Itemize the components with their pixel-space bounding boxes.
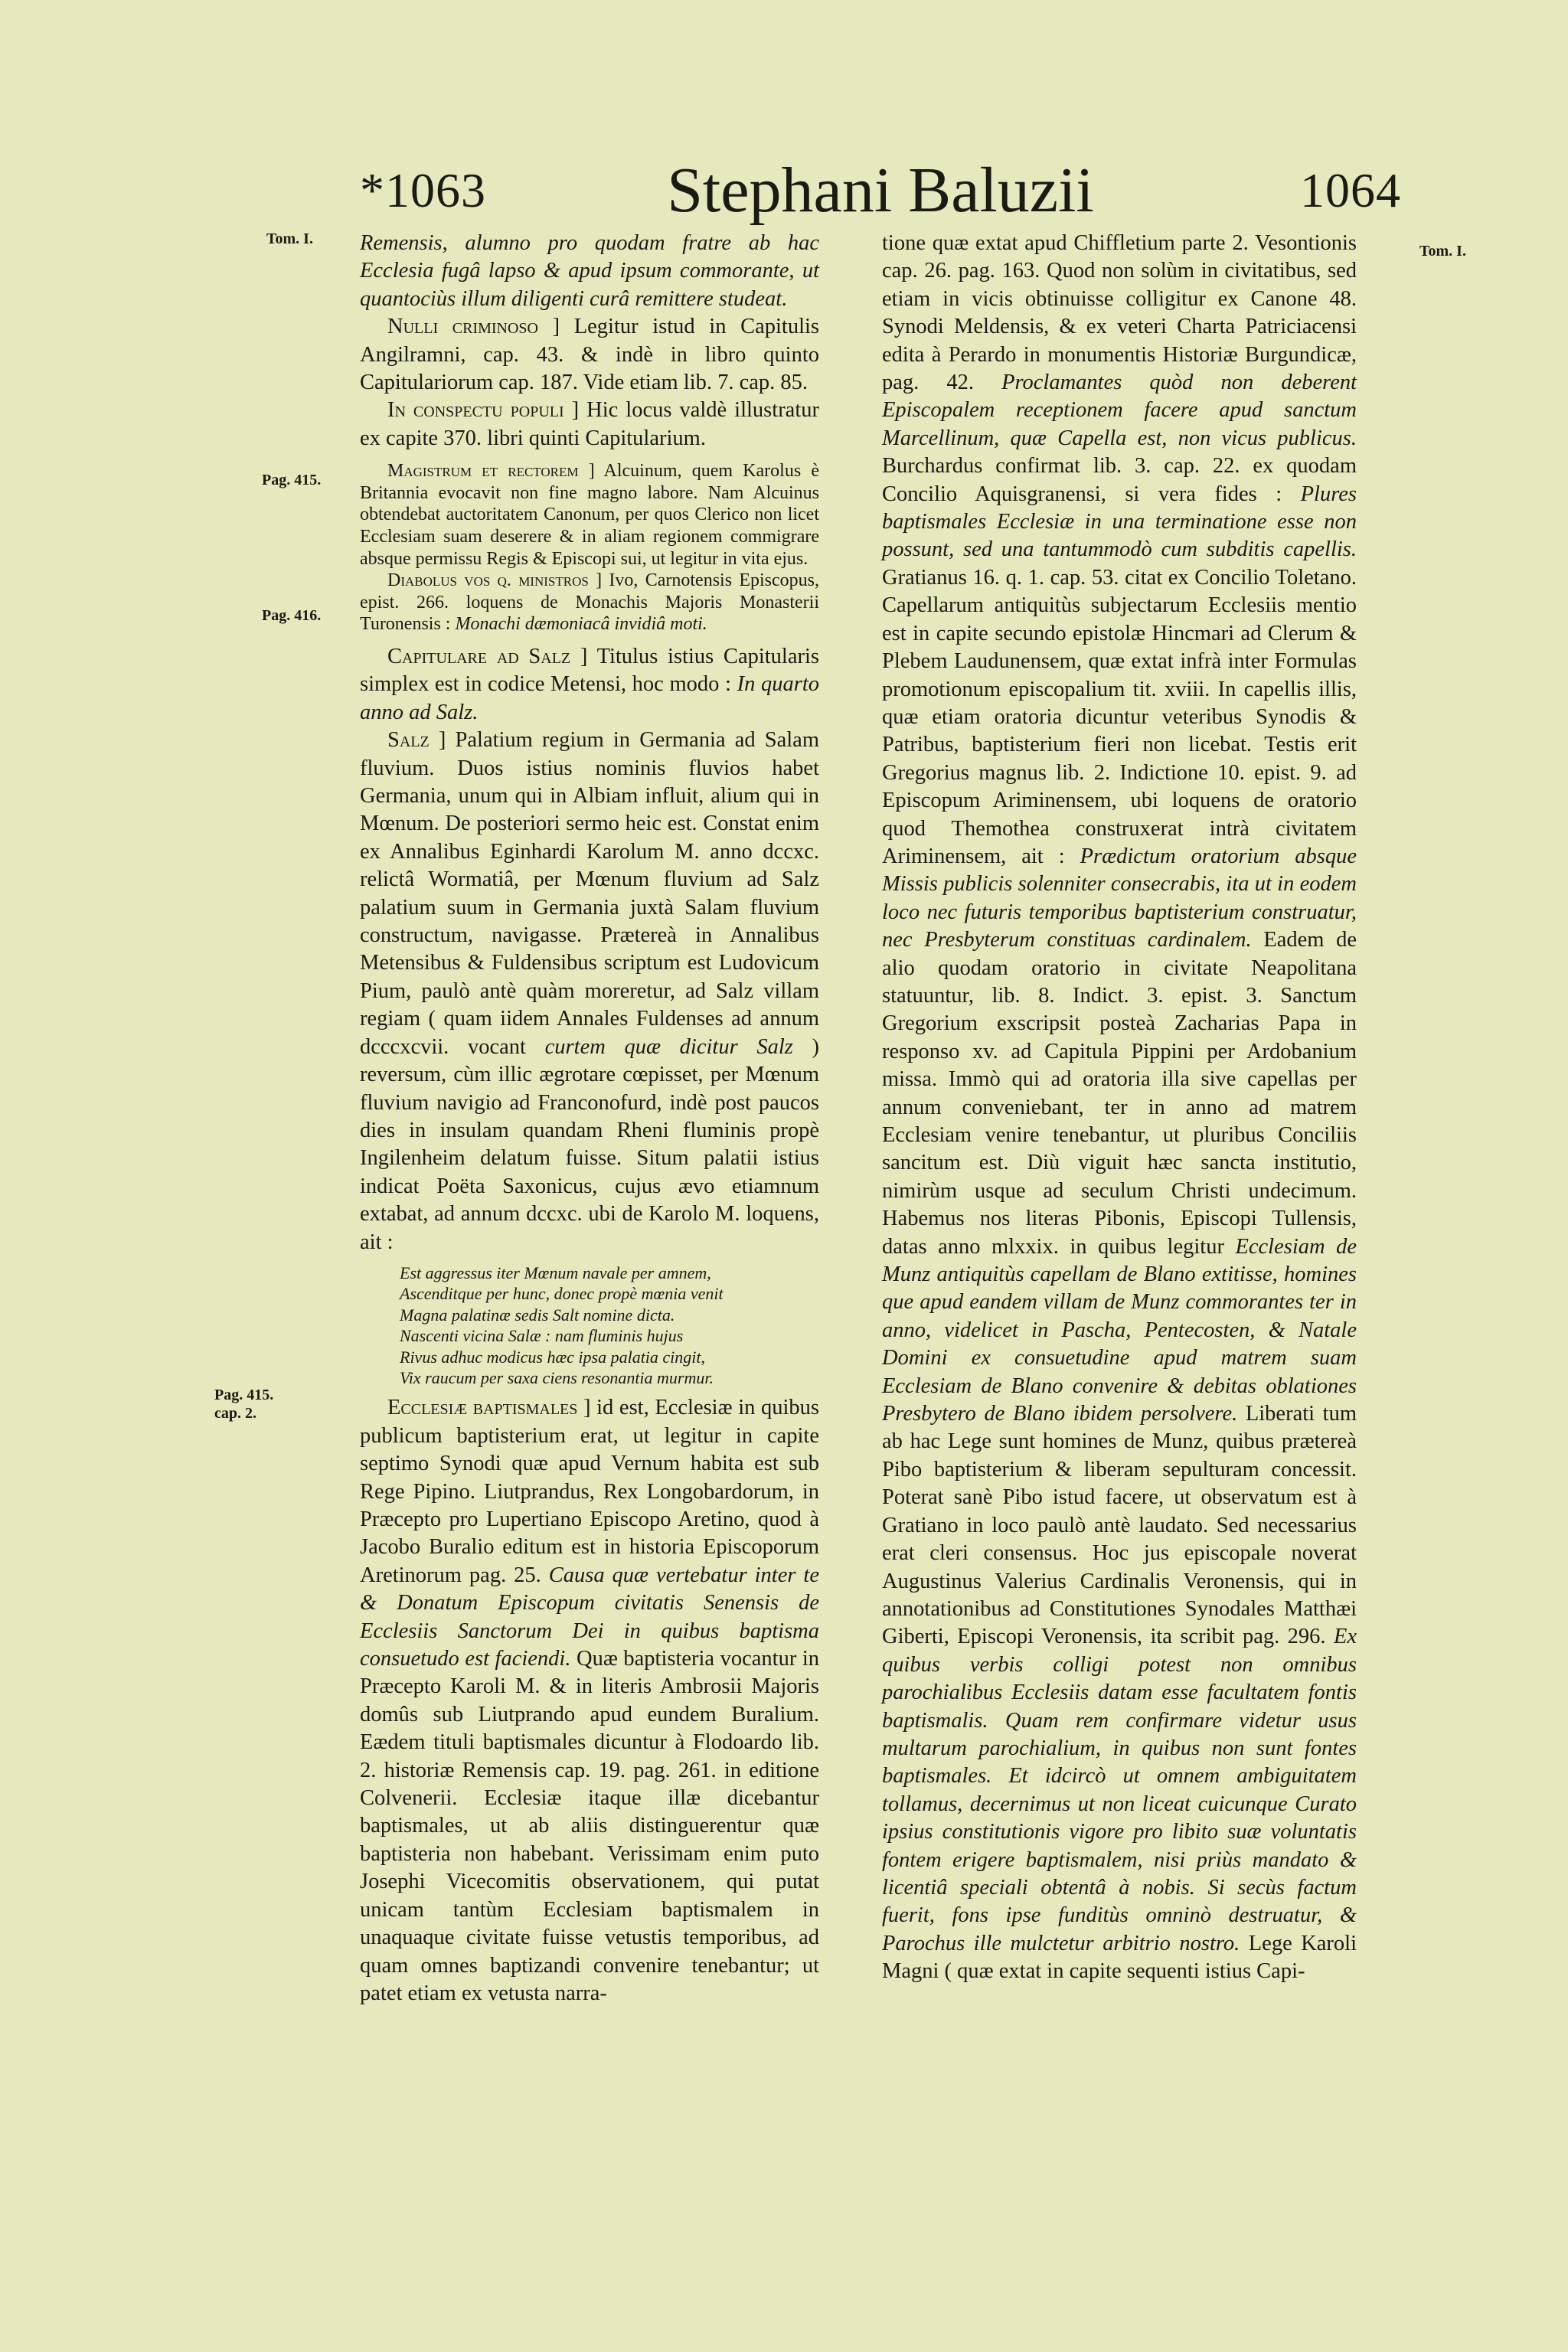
- paragraph: [360, 460, 819, 570]
- lemma: Capitulare ad Salz: [387, 645, 571, 668]
- poem-quotation: [400, 1263, 819, 1388]
- margin-note-pag-415: Pag. 415.: [262, 472, 322, 488]
- quotation: Plures baptismales Ecclesiæ in una terminatione esse non possunt, sed una tantummodò cum subditis capellis.: [882, 482, 1357, 562]
- quotation: Ecclesiam de Munz antiquitùs capellam de Blano extitisse, homines que apud eandem villam de Munz commorantes ter in anno, videlicet in Pascha, Pentecosten, & Natale Domini ex consuetudine apud matrem suam Ecclesiam de Blano convenire & debitas oblationes Presbytero de Blano ibidem persolvere.: [882, 1234, 1357, 1426]
- lemma: In conspectu populi: [387, 398, 564, 423]
- margin-note-pag: Pag. 415.: [214, 1387, 274, 1403]
- paragraph: [360, 313, 819, 397]
- margin-note-cap: cap. 2.: [214, 1405, 256, 1422]
- lemma: Ecclesiæ baptismales: [387, 1396, 578, 1420]
- note-text: ] Titulus istius Capitularis simplex est in codice Metensi, hoc modo :: [360, 645, 819, 697]
- poem-line: Vix raucum per saxa ciens resonantia murmur.: [400, 1367, 714, 1387]
- margin-note-pag-415-cap-2: [214, 1386, 273, 1423]
- note-text: ] Ivo, Carnotensis Episcopus, epist. 266. loquens de Monachis Majoris Monasterii Turonensis :: [360, 570, 820, 635]
- running-header: [360, 153, 1401, 237]
- note-text: ] Legitur istud in Capitulis Angilramni, cap. 43. & indè in libro quinto Capitulariorum cap. 187. Vide etiam lib. 7. cap. 85.: [360, 315, 819, 395]
- poem-line: Magna palatinæ sedis Salt nomine dicta.: [400, 1305, 675, 1325]
- margin-note-pag-416: Pag. 416.: [262, 607, 322, 624]
- poem-line: Rivus adhuc modicus hæc ipsa palatia cingit,: [400, 1347, 706, 1367]
- quotation: Proclamantes quòd non deberent Episcopalem receptionem facere apud sanctum Marcellinum, quæ Capella est, non vicus publicus.: [882, 371, 1357, 450]
- note-text: ) reversum, cùm illic ægrotare cœpisset, per Mœnum fluvium navigio ad Franconofurd, indè post paucos dies in insulam quandam Rheni fluminis propè Ingilenheim delatum fuisse. Situm palatii istius indicat Poëta Saxonicus, cujus ævo etiamnum extabat, ad annum dccxc. ubi de Karolo M. loquens, ait :: [360, 1034, 820, 1254]
- left-column: [360, 230, 819, 2007]
- page-number-left: *1063: [360, 163, 486, 217]
- paragraph: [360, 1394, 819, 2007]
- quotation: Causa quæ vertebatur inter te & Donatum Episcopum civitatis Senensis de Ecclesiis Sanctorum Dei in quibus baptisma consuetudo est faciendi.: [360, 1563, 819, 1671]
- quotation: Prædictum oratorium absque Missis publicis solenniter consecrabis, ita ut in eodem loco nec futuris temporibus baptisterium construatur, nec Presbyterum constituas cardinalem.: [882, 844, 1357, 952]
- running-title: Stephani Baluzii: [667, 155, 1094, 226]
- paragraph: [360, 397, 819, 452]
- page-number-right: 1064: [1300, 163, 1401, 217]
- note-text: Gratianus 16. q. 1. cap. 53. citat ex Concilio Toletano. Capellarum antiquitùs subjectarum Ecclesiis mentio est in capite secundo epistolæ Hincmari ad Clerum & Plebem Laudunensem, quæ extat infrà inter Formulas promotionum episcopalium tit. xviii. In capellis illis, quæ etiam oratoria dicuntur veteribus Synodis & Patribus, baptisterium fieri non licebat. Testis erit Gregorius magnus lib. 2. Indictione 10. epist. 9. ad Episcopum Ariminensem, ubi loquens de oratorio quod Themothea construxerat intrà civitatem Ariminensem, ait :: [882, 565, 1357, 868]
- quotation: Monachi dæmoniacâ invidiâ moti.: [455, 614, 707, 635]
- paragraph: [882, 230, 1357, 1986]
- poem-line: Est aggressus iter Mœnum navale per amnem,: [400, 1263, 711, 1282]
- poem-line: Ascenditque per hunc, donec propè mœnia venit: [400, 1284, 724, 1304]
- lemma: Magistrum et rectorem: [387, 461, 579, 482]
- note-text: Liberati tum ab hac Lege sunt homines de Munz, quibus prætereà Pibo baptisterium & liberam sepulturam concessit. Poterat sanè Pibo istud facere, ut observatum est à Gratiano in loco paulò antè laudato. Sed necessarius erat cleri consensus. Hoc jus episcopale noverat Augustinus Valerius Cardinalis Veronensis, qui in annotationibus ad Constitutiones Synodales Matthæi Giberti, Episcopi Veronensis, ita scribit pag. 296.: [882, 1402, 1357, 1649]
- note-text: Burchardus confirmat lib. 3. cap. 22. ex quodam Concilio Aquisgranensi, si vera fides :: [882, 454, 1357, 506]
- poem-line: Nascenti vicina Salæ : nam fluminis hujus: [400, 1326, 684, 1346]
- margin-note-tom-right: Tom. I.: [1419, 243, 1466, 260]
- lemma: Diabolus vos q. ministros: [387, 570, 589, 591]
- paragraph: [360, 570, 819, 635]
- note-text: ] Alcuinum, quem Karolus è Britannia evocavit non fine magno labore. Nam Alcuinus obtendebat auctoritatem Canonum, per quos Clerico non licet Ecclesiam suam deserere & in aliam regionem commigrare absque permissu Regis & Episcopi sui, ut legitur in vita ejus.: [360, 461, 819, 569]
- note-text: ] id est, Ecclesiæ in quibus publicum baptisterium erat, ut legitur in capite septimo Synodi quæ apud Vernum habita est sub Rege Pipino. Liutprandus, Rex Longobardorum, in Præcepto pro Lupertiano Episcopo Aretino, quod à Jacobo Buralio editum est in historia Episcoporum Aretinorum pag. 25.: [360, 1396, 820, 1587]
- quotation: curtem quæ dicitur Salz: [544, 1034, 793, 1059]
- margin-note-tom-left: Tom. I.: [266, 230, 313, 247]
- note-text: ] Hic locus valdè illustratur ex capite 370. libri quinti Capitularium.: [360, 398, 819, 450]
- quotation: Ex quibus verbis colligi potest non omnibus parochialibus Ecclesiis datam esse facultatem fontis baptismalis. Quam rem confirmare videtur usus multarum parochialium, in quibus non sunt fontes baptismales. Et idcircò ut omnem ambiguitatem tollamus, decernimus ut non liceat cuicunque Curato ipsius constitutionis vigore pro libito suæ voluntatis fontem erigere baptismalem, nisi priùs mandato & licentiâ speciali obtentâ à nobis. Si secùs factum fuerit, fons ipse funditùs omninò destruatur, & Parochus ille mulctetur arbitrio nostro.: [882, 1625, 1357, 1955]
- lemma: Nulli criminoso: [387, 315, 538, 339]
- paragraph: Remensis, alumno pro quodam fratre ab hac Ecclesia fugâ lapso & apud ipsum commorante, ut quantociùs illum diligenti curâ remittere studeat.: [360, 231, 819, 311]
- paragraph: [360, 727, 819, 1256]
- quotation: In quarto anno ad Salz.: [360, 672, 820, 724]
- note-text: Lege Karoli Magni ( quæ extat in capite sequenti istius Capi-: [882, 1931, 1357, 1984]
- note-text: Eadem de alio quodam oratorio in civitate Neapolitana statuuntur, lib. 8. Indict. 3. epist. 3. Sanctum Gregorium exscripsit posteà Zacharias Papa in responso xv. ad Capitula Pippini per Ardobanium missa. Immò qui ad oratoria illa sive capellas per annum conveniebant, ter in anno ad matrem Ecclesiam venire tenebantur, ut pluribus Conciliis sancitum est. Diù viguit hæc sancta institutio, nimirùm usque ad seculum Christi undecimum. Habemus nos literas Pibonis, Episcopi Tullensis, datas anno mlxxix. in quibus legitur: [882, 928, 1357, 1259]
- note-text: tione quæ extat apud Chiffletium parte 2. Vesontionis cap. 26. pag. 163. Quod non solùm in civitatibus, sed etiam in vicis obtinuisse colligitur ex Canone 48. Synodi Meldensis, & ex veteri Charta Patriciacensi edita à Perardo in monumentis Historiæ Burgundicæ, pag. 42.: [882, 231, 1357, 395]
- right-column: [882, 230, 1357, 1986]
- paragraph: [360, 643, 819, 727]
- note-text: ] Palatium regium in Germania ad Salam fluvium. Duos istius nominis fluvios habet Germania, unum qui in Albiam influit, alium qui in Mœnum. De posteriori sermo heic est. Constat enim ex Annalibus Eginhardi Karolum M. anno dccxc. relictâ Wormatiâ, per Mœnum fluvium ad Salz palatium suum in Germania juxtà Salam fluvium constructum, navigasse. Prætereà in Annalibus Metensibus & Fuldensibus scriptum est Ludovicum Pium, paulò antè quàm moreretur, ad Salz villam regiam ( quam iidem Annales Fuldenses ad annum dcccxcvii. vocant: [360, 728, 820, 1059]
- note-text: Quæ baptisteria vocantur in Præcepto Karoli M. & in literis Ambrosii Majoris domûs sub Liutprando apud eundem Buralium. Eædem tituli baptismales dicuntur à Flodoardo lib. 2. historiæ Remensis cap. 19. pag. 261. in editione Colvenerii. Ecclesiæ itaque illæ dicebantur baptismales, ut ab aliis distinguerentur quæ baptisteria non habebant. Verissimam enim puto Josephi Vicecomitis observationem, qui putat unicam tantùm Ecclesiam baptismalem in unaquaque civitate fuisse vetustis temporibus, ad quam omnes baptizandi convenire tenebantur; ut patet etiam ex vetusta narra-: [360, 1647, 820, 2005]
- lemma: Salz: [387, 728, 430, 753]
